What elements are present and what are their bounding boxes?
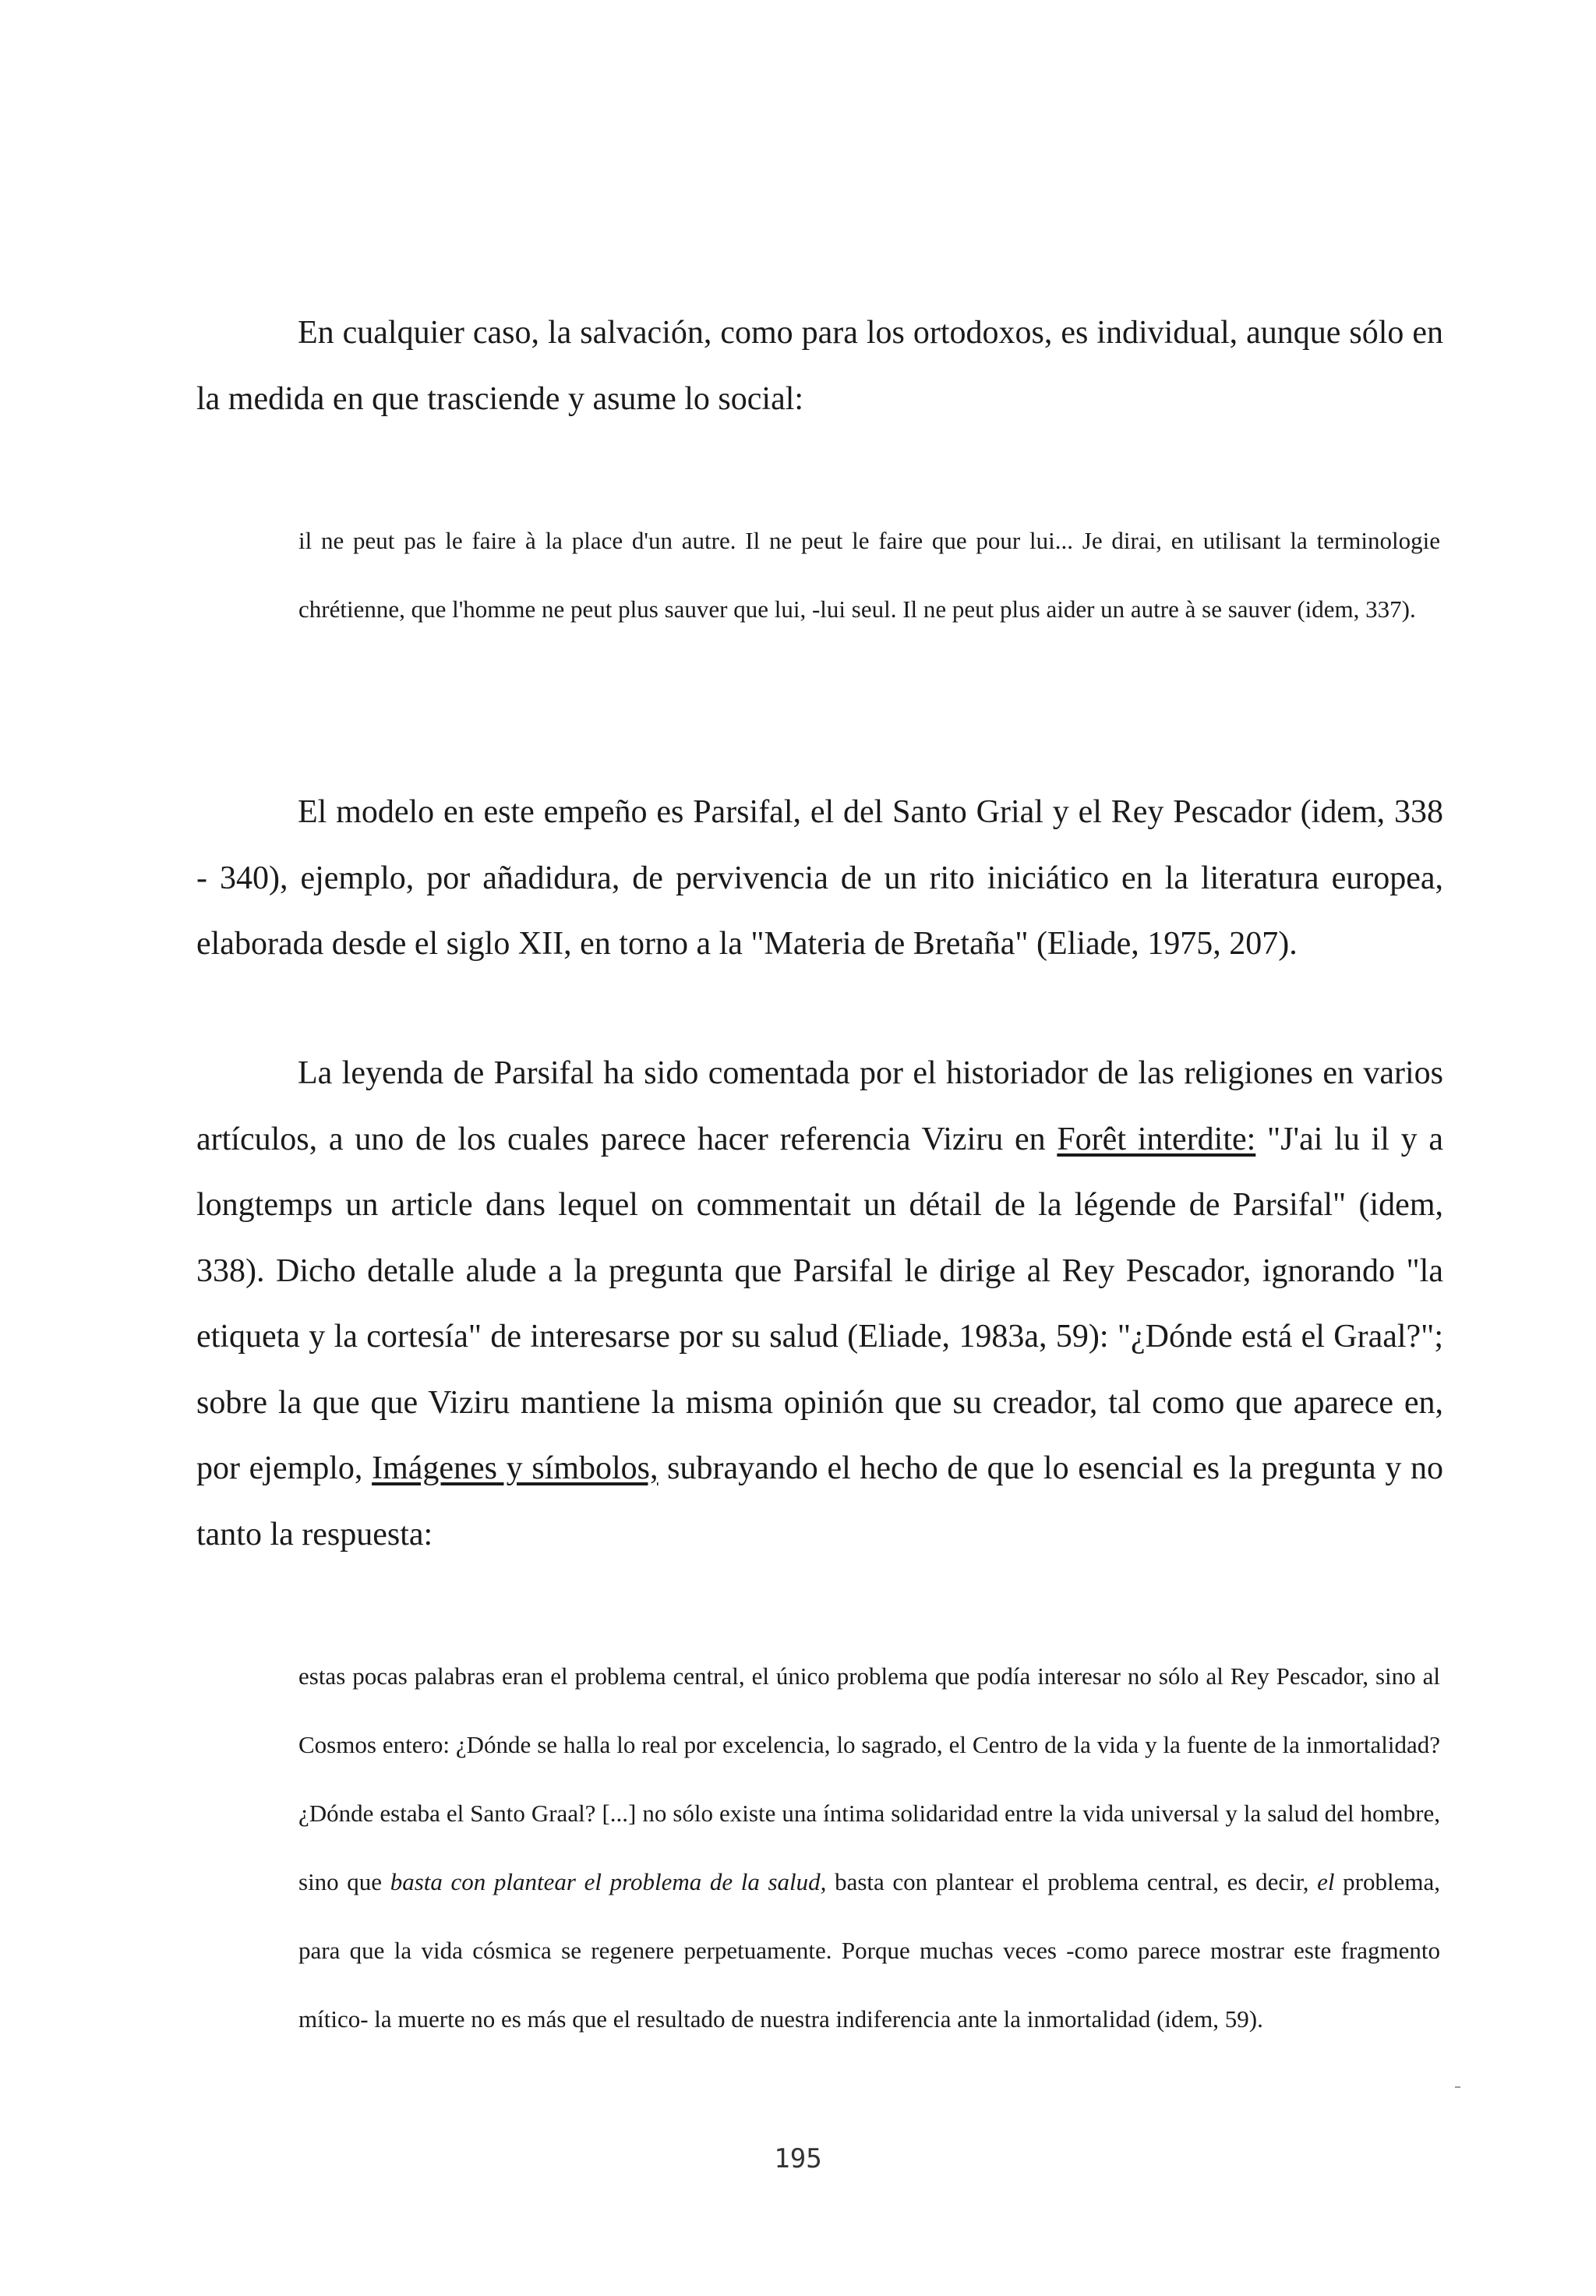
paragraph-1: En cualquier caso, la salvación, como para los ortodoxos, es individual, aunque sólo en la medida en que trasciende y asume lo social: — [196, 315, 1443, 417]
book-title-imagenes-y-simbolos: Imágenes y símbolos, — [372, 1450, 659, 1486]
scan-speck — [1455, 2086, 1460, 2088]
page-number: 195 — [774, 2143, 822, 2174]
paragraph-3: La leyenda de Parsifal ha sido comentada por el historiador de las religiones en varios artículos, a uno de los cuales parece hacer referencia Viziru en Forêt interdite: "J'ai lu il y a longtemps un article dans lequel on commentait un détail de la légende de Parsifal" (idem, 338). Dicho detalle alude a la pregunta que Parsifal le dirige al Rey Pescador, ignorando "la etiqueta y la cortesía" de interesarse por su salud (Eliade, 1983a, 59): "¿Dónde está el Graal?"; sobre la que que Viziru mantiene la misma opinión que su creador, tal como que aparece en, por ejemplo, Imágenes y símbolos, subrayando el hecho de que lo esencial es la pregunta y no tanto la respuesta: — [196, 1055, 1444, 1552]
block-quote-1: il ne peut pas le faire à la place d'un autre. Il ne peut le faire que pour lui... Je dirai, en utilisant la terminologie chrétienne, que l'homme ne peut plus sauver que lui, -lui seul. Il ne peut plus aider un autre à se sauver (idem, 337). — [298, 527, 1440, 623]
block-quote-2: estas pocas palabras eran el problema central, el único problema que podía interesar no sólo al Rey Pescador, sino al Cosmos entero: ¿Dónde se halla lo real por excelencia, lo sagrado, el Centro de la vida y la fuente de la inmortalidad? ¿Dónde estaba el Santo Graal? [...] no sólo existe una íntima solidaridad entre la vida universal y la salud del hombre, sino que basta con plantear el problema de la salud, basta con plantear el problema central, es decir, el problema, para que la vida cósmica se regenere perpetuamente. Porque muchas veces -como parece mostrar este fragmento mítico- la muerte no es más que el resultado de nuestra indiferencia ante la inmortalidad (idem, 59). — [298, 1662, 1440, 2033]
book-title-foret-interdite: Forêt interdite: — [1057, 1121, 1256, 1157]
paragraph-2: El modelo en este empeño es Parsifal, el del Santo Grial y el Rey Pescador (idem, 338 - 340), ejemplo, por añadidura, de pervivencia de un rito iniciático en la literatura europea, elaborada desde el siglo XII, en torno a la "Materia de Bretaña" (Eliade, 1975, 207). — [196, 794, 1443, 962]
